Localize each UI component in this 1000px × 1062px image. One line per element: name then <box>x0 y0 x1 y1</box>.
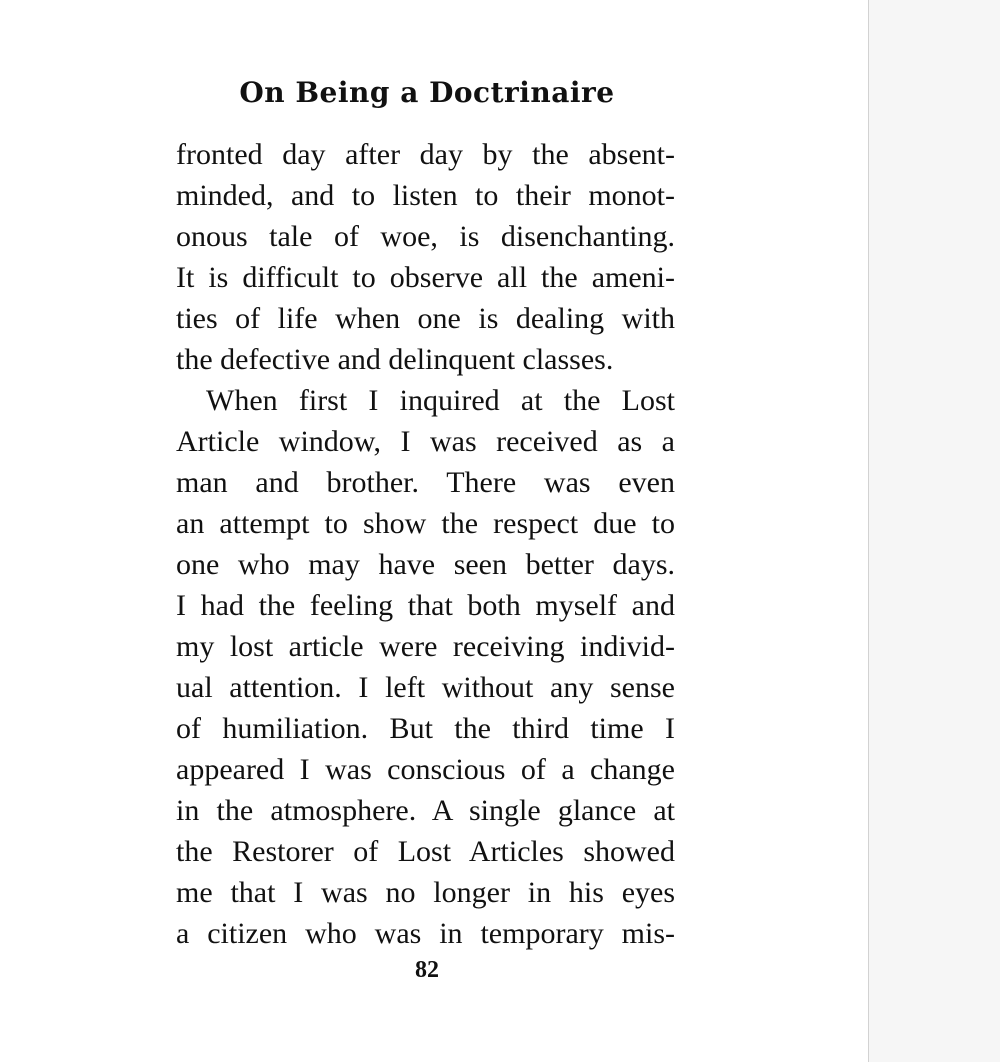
text-line: the defective and delinquent classes. <box>176 343 614 376</box>
text-line: one who may have seen better days. <box>176 548 675 581</box>
text-line: me that I was no longer in his eyes <box>176 876 675 909</box>
text-line: my lost article were receiving individ- <box>176 630 675 663</box>
paragraph-2 <box>176 380 675 954</box>
text-line: the Restorer of Lost Articles showed <box>176 835 675 868</box>
text-line: It is difficult to observe all the ameni- <box>176 261 675 294</box>
text-line: of humiliation. But the third time I <box>176 712 675 745</box>
text-line: man and brother. There was even <box>176 466 675 499</box>
text-line: ual attention. I left without any sense <box>176 671 675 704</box>
page-number: 82 <box>415 957 439 983</box>
text-line: Article window, I was received as a <box>176 425 675 458</box>
text-line: fronted day after day by the absent- <box>176 138 675 171</box>
text-line: ties of life when one is dealing with <box>176 302 675 335</box>
text-line: onous tale of woe, is disenchanting. <box>176 220 675 253</box>
text-line: an attempt to show the respect due to <box>176 507 675 540</box>
scan-margin-strip <box>868 0 1000 1062</box>
text-line: appeared I was conscious of a change <box>176 753 675 786</box>
text-line: When first I inquired at the Lost <box>206 384 675 417</box>
running-head: On Being a Doctrinaire <box>239 76 615 109</box>
text-line: I had the feeling that both myself and <box>176 589 675 622</box>
body-text <box>176 134 675 954</box>
text-line: minded, and to listen to their monot- <box>176 179 675 212</box>
text-line: in the atmosphere. A single glance at <box>176 794 675 827</box>
text-line: a citizen who was in temporary mis- <box>176 917 675 950</box>
paragraph-1 <box>176 134 675 380</box>
